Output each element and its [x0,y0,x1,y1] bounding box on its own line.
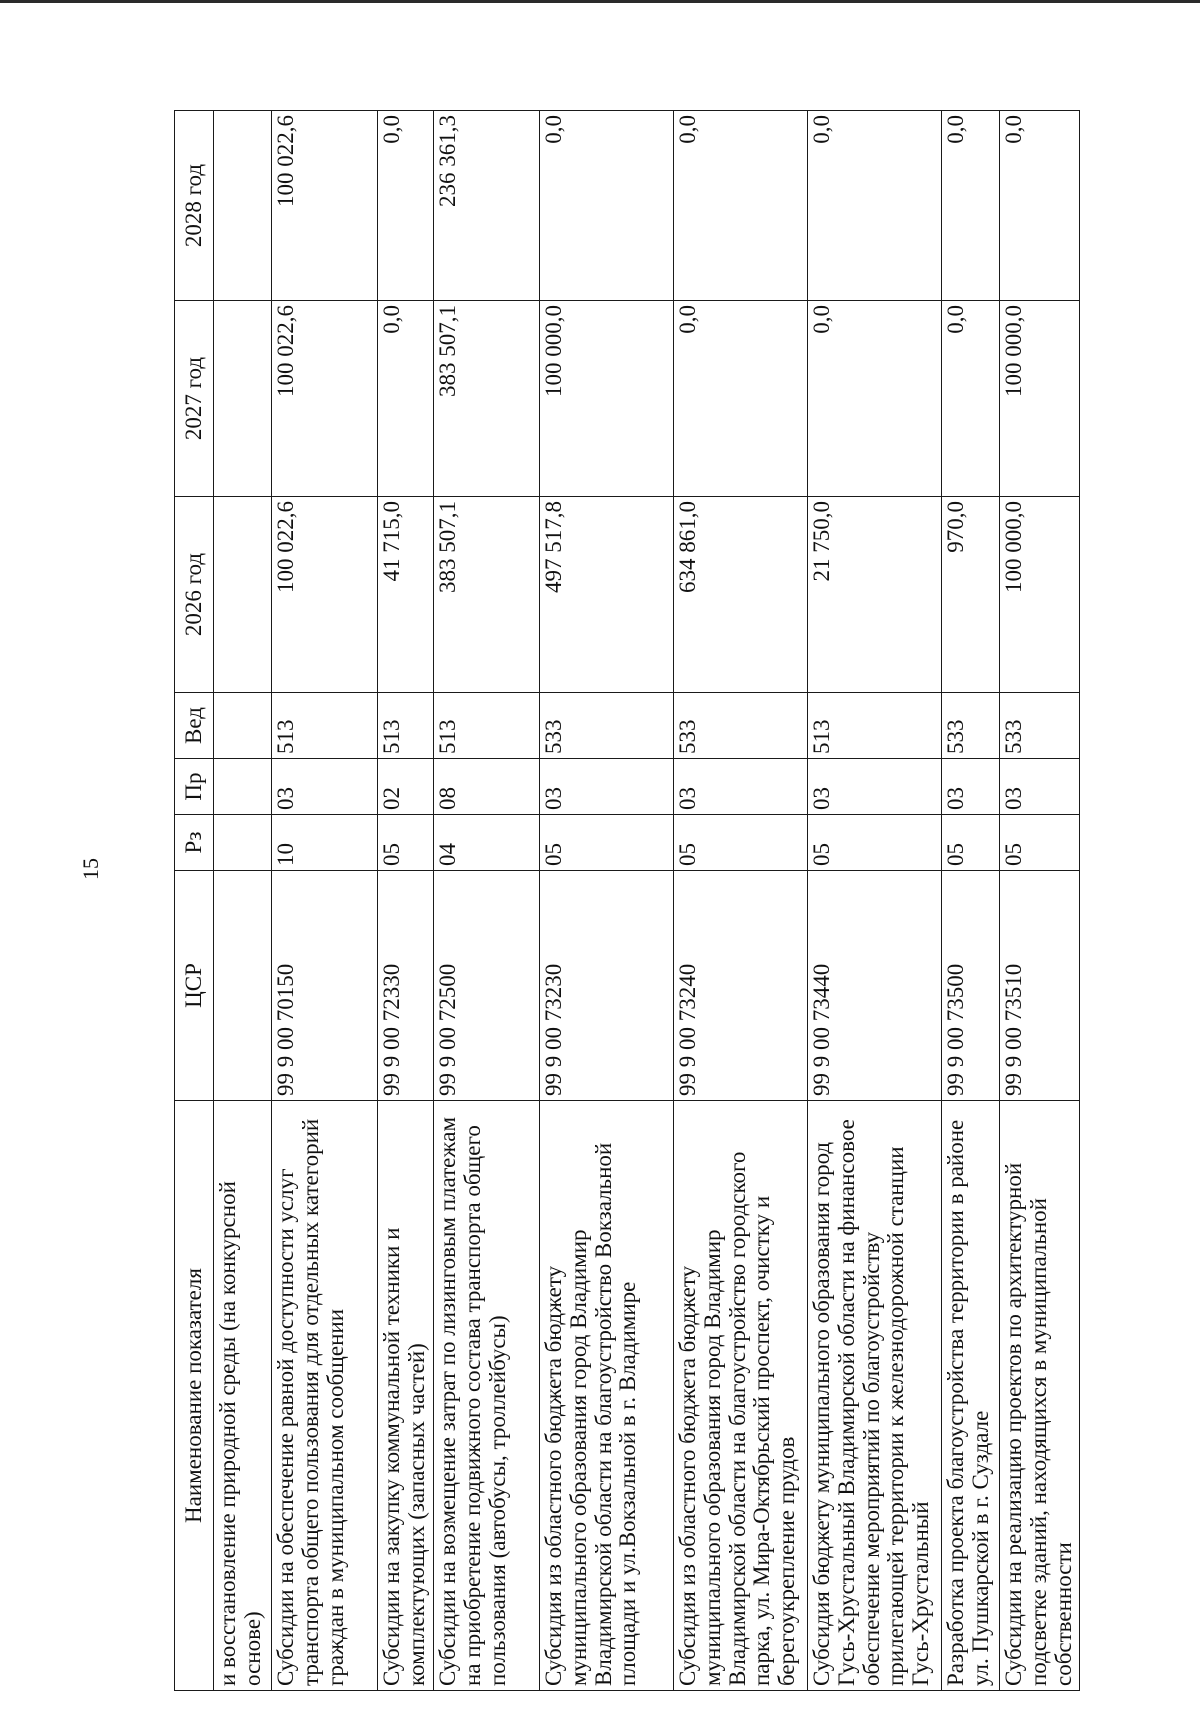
row-name-cell: и восстановление природной среды (на конкурсной основе) [214,1101,272,1691]
row-pr-cell: 08 [434,759,540,815]
page-number: 15 [78,858,103,880]
row-name-cell: Субсидии на реализацию проектов по архитектурной подсветке зданий, находящихся в муниципальной собственности [1000,1101,1080,1691]
row-2027-cell: 100 022,6 [272,301,378,497]
row-pr-cell: 03 [674,759,808,815]
row-2026-cell: 634 861,0 [674,497,808,693]
header-cell-csr: ЦСР [175,871,214,1101]
row-csr-cell: 99 9 00 72330 [378,871,434,1101]
top-rule [0,0,1200,3]
row-csr-cell [214,871,272,1101]
row-2028-cell [214,111,272,301]
row-2027-cell: 0,0 [808,301,942,497]
row-ved-cell: 513 [434,693,540,759]
row-2028-cell: 0,0 [674,111,808,301]
row-csr-cell: 99 9 00 73510 [1000,871,1080,1101]
row-2027-cell: 0,0 [942,301,1000,497]
table-header [175,111,214,1691]
row-pr-cell: 03 [808,759,942,815]
row-2026-cell: 383 507,1 [434,497,540,693]
row-2027-cell: 0,0 [378,301,434,497]
row-pr-cell: 03 [942,759,1000,815]
row-ved-cell: 533 [942,693,1000,759]
row-2028-cell: 0,0 [1000,111,1080,301]
row-name-cell: Субсидии на закупку коммунальной техники и комплектующих (запасных частей) [378,1101,434,1691]
row-2028-cell: 100 022,6 [272,111,378,301]
row-2028-cell: 0,0 [942,111,1000,301]
row-rz-cell: 05 [1000,815,1080,871]
header-cell-rz: Рз [175,815,214,871]
table-row [808,111,942,1691]
row-csr-cell: 99 9 00 73500 [942,871,1000,1101]
row-name-cell: Разработка проекта благоустройства территории в районе ул. Пушкарской в г. Суздале [942,1101,1000,1691]
row-2026-cell: 21 750,0 [808,497,942,693]
row-2028-cell: 0,0 [378,111,434,301]
row-2027-cell: 100 000,0 [1000,301,1080,497]
row-ved-cell: 533 [1000,693,1080,759]
row-ved-cell: 533 [540,693,674,759]
table-row [272,111,378,1691]
table-row [942,111,1000,1691]
row-ved-cell: 513 [272,693,378,759]
row-name-cell: Субсидии на обеспечение равной доступности услуг транспорта общего пользования для отдельных категорий граждан в муниципальном сообщении [272,1101,378,1691]
row-ved-cell: 513 [378,693,434,759]
row-csr-cell: 99 9 00 73240 [674,871,808,1101]
header-cell-2027: 2027 год [175,301,214,497]
row-pr-cell: 02 [378,759,434,815]
row-pr-cell: 03 [540,759,674,815]
table-body [214,111,1080,1691]
row-rz-cell: 04 [434,815,540,871]
row-rz-cell [214,815,272,871]
row-2026-cell: 970,0 [942,497,1000,693]
row-rz-cell: 05 [540,815,674,871]
row-2027-cell [214,301,272,497]
table-row [1000,111,1080,1691]
row-rz-cell: 10 [272,815,378,871]
row-name-cell: Субсидия бюджету муниципального образования город Гусь-Хрустальный Владимирской области на финансовое обеспечение мероприятий по благоустройству прилегающей территории к железнодорожной станции Гусь-Хрустальный [808,1101,942,1691]
row-2026-cell: 100 022,6 [272,497,378,693]
row-2027-cell: 100 000,0 [540,301,674,497]
header-row [175,111,214,1691]
row-2026-cell: 41 715,0 [378,497,434,693]
table-row [540,111,674,1691]
row-name-cell: Субсидия из областного бюджета бюджету муниципального образования город Владимир Владимирской области на благоустройство Вокзальной площади и ул.Вокзальной в г. Владимире [540,1101,674,1691]
table-row [434,111,540,1691]
row-ved-cell [214,693,272,759]
row-pr-cell: 03 [1000,759,1080,815]
row-rz-cell: 05 [674,815,808,871]
table-row [674,111,808,1691]
row-rz-cell: 05 [808,815,942,871]
row-pr-cell: 03 [272,759,378,815]
row-name-cell: Субсидии на возмещение затрат по лизинговым платежам на приобретение подвижного состава транспорта общего пользования (автобусы, троллейбусы) [434,1101,540,1691]
table-row [378,111,434,1691]
row-name-cell: Субсидия из областного бюджета бюджету муниципального образования город Владимир Владимирской области на благоустройство городского парка, ул. Мира-Октябрьский проспект, очистку и берегоукрепление прудов [674,1101,808,1691]
header-cell-2026: 2026 год [175,497,214,693]
header-cell-name: Наименование показателя [175,1101,214,1691]
row-2027-cell: 0,0 [674,301,808,497]
row-rz-cell: 05 [378,815,434,871]
row-2028-cell: 0,0 [808,111,942,301]
row-2026-cell: 497 517,8 [540,497,674,693]
row-2027-cell: 383 507,1 [434,301,540,497]
header-cell-2028: 2028 год [175,111,214,301]
header-cell-pr: Пр [175,759,214,815]
budget-table [174,110,1080,1691]
rotated-table-container [174,111,1104,1691]
header-cell-ved: Вед [175,693,214,759]
row-csr-cell: 99 9 00 72500 [434,871,540,1101]
row-pr-cell [214,759,272,815]
row-2028-cell: 236 361,3 [434,111,540,301]
row-2026-cell [214,497,272,693]
row-ved-cell: 533 [674,693,808,759]
row-ved-cell: 513 [808,693,942,759]
row-csr-cell: 99 9 00 70150 [272,871,378,1101]
row-csr-cell: 99 9 00 73230 [540,871,674,1101]
row-2028-cell: 0,0 [540,111,674,301]
row-csr-cell: 99 9 00 73440 [808,871,942,1101]
table-row [214,111,272,1691]
row-2026-cell: 100 000,0 [1000,497,1080,693]
row-rz-cell: 05 [942,815,1000,871]
